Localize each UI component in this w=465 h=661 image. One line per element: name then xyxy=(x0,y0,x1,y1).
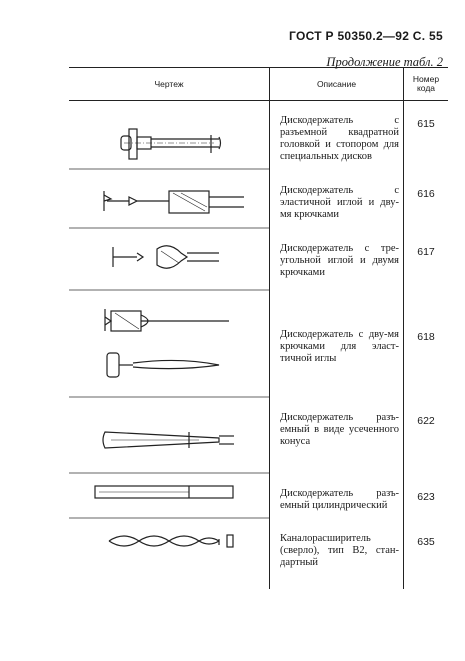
row-description: Дискодержатель с эластичной иглой и дву-мя крючками xyxy=(280,185,399,220)
description-cell xyxy=(270,474,404,519)
drawing-cell xyxy=(69,229,270,291)
row-description: Дискодержатель с тре-угольной иглой и двумя крючками xyxy=(280,243,399,278)
row-code: 623 xyxy=(417,491,435,503)
table-continued-label: Продолжение табл. 2 xyxy=(326,55,443,69)
disk-holder-elastic-needle-icon xyxy=(69,171,269,229)
row-code: 618 xyxy=(417,331,435,343)
table-row xyxy=(69,229,448,291)
table-row xyxy=(69,519,448,589)
canal-reamer-drill-icon xyxy=(69,519,269,589)
column-header-code: Номер кода xyxy=(404,68,449,101)
code-cell xyxy=(404,474,449,519)
row-description: Каналорасширитель (сверло), тип В2, стан-дартный xyxy=(280,533,399,568)
row-description: Дискодержатель с дву-мя крючками для эласт-тичной иглы xyxy=(280,329,399,364)
code-cell xyxy=(404,291,449,398)
column-header-description: Описание xyxy=(270,68,404,101)
description-cell xyxy=(270,229,404,291)
drawing-cell xyxy=(69,474,270,519)
row-code: 635 xyxy=(417,536,435,548)
table-row xyxy=(69,291,448,398)
row-code: 622 xyxy=(417,415,435,427)
instrument-table xyxy=(69,67,448,589)
description-cell xyxy=(270,291,404,398)
table-row xyxy=(69,171,448,229)
code-cell xyxy=(404,171,449,229)
disk-holder-triangular-needle-icon xyxy=(69,229,269,291)
table-row xyxy=(69,474,448,519)
code-cell xyxy=(404,101,449,172)
drawing-cell xyxy=(69,101,270,172)
drawing-cell xyxy=(69,171,270,229)
drawing-cell xyxy=(69,519,270,589)
row-description: Дискодержатель разъ-емный в виде усеченного конуса xyxy=(280,412,399,447)
drawing-cell xyxy=(69,398,270,474)
description-cell xyxy=(270,519,404,589)
description-cell xyxy=(270,101,404,172)
disk-holder-cone-icon xyxy=(69,398,269,474)
disk-holder-two-hooks-icon xyxy=(69,291,269,398)
row-description: Дискодержатель разъ-емный цилиндрический xyxy=(280,488,399,511)
code-cell xyxy=(404,519,449,589)
page-header: ГОСТ Р 50350.2—92 С. 55 xyxy=(289,29,443,43)
row-code: 617 xyxy=(417,246,435,258)
description-cell xyxy=(270,398,404,474)
disk-holder-cylinder-icon xyxy=(69,474,269,519)
column-header-drawing: Чертеж xyxy=(69,68,270,101)
table-row xyxy=(69,398,448,474)
row-code: 615 xyxy=(417,118,435,130)
code-cell xyxy=(404,229,449,291)
description-cell xyxy=(270,171,404,229)
row-description: Дискодержатель с разъемной квадратной головкой и стопором для специальных дисков xyxy=(280,115,399,162)
code-cell xyxy=(404,398,449,474)
table-row xyxy=(69,101,448,172)
disk-holder-square-head-icon xyxy=(69,101,269,171)
drawing-cell xyxy=(69,291,270,398)
row-code: 616 xyxy=(417,188,435,200)
